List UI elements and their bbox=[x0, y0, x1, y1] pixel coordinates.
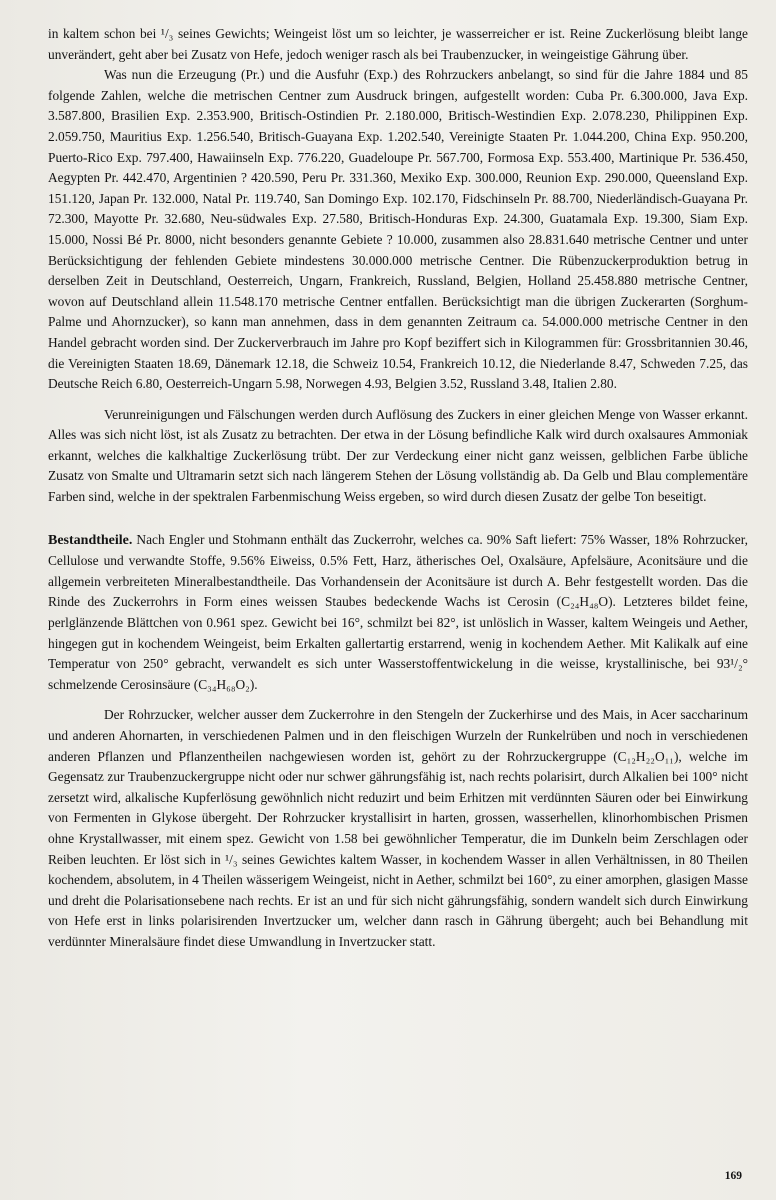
constituents-text: Nach Engler und Stohmann enthält das Zuckerrohr, welches ca. 90% Saft liefert: 75% Wasser, 18% Rohrzucker, Cellulose und verwandte Stoffe, 9.56% Eiweiss, 0.5% Fett, Harz, ätherisches Oel, Oxalsäure, Apfelsäure, Aconitsäure und die allgemein verbreiteten Mineralbestandtheile. Das Vorhandensein der Aconitsäure ist durch A. Behr festgestellt worden. Das die Rinde des Zuckerrohrs in Form eines weissen Staubes bedeckende Wachs ist Cerosin (C₂₄H₄₈O). Letzteres bildet feine, perlglänzende Blättchen von 0.961 spez. Gewicht bei 16°, schmilzt bei 82°, ist unlöslich in Wasser, kaltem Weingeis und Aether, hingegen gut in kochendem Weingeist, beim Erkalten gallertartig erstarrend, wenig in kochendem Aether. Mit Kalikalk auf eine Temperatur von 250° gebracht, verwandelt es sich unter Wasserstoffentwickelung in die weisse, krystallinische, bei 93¹/₂° schmelzende Cerosinsäure (C₃₄H₆₈O₂). bbox=[48, 531, 748, 692]
page-number: 169 bbox=[724, 1170, 742, 1182]
paragraph-production-statistics: Was nun die Erzeugung (Pr.) und die Ausfuhr (Exp.) des Rohrzuckers anbelangt, so sind für die Jahre 1884 und 85 folgende Zahlen, welche die metrischen Centner zum Ausdruck bringen, aufgestellt worden: Cuba Pr. 6.300.000, Java Exp. 3.587.800, Brasilien Exp. 2.353.900, Britisch-Ostindien Pr. 2.180.000, Britisch-Westindien Exp. 2.078.230, Philippinen Exp. 2.059.750, Mauritius Exp. 1.256.540, Britisch-Guayana Exp. 1.202.540, Vereinigte Staaten Pr. 1.044.200, China Exp. 950.200, Puerto-Rico Exp. 797.400, Hawaiinseln Exp. 776.220, Guadeloupe Pr. 567.700, Formosa Exp. 553.400, Martinique Pr. 536.450, Aegypten Pr. 442.470, Argentinien ? 420.590, Peru Pr. 331.360, Mexiko Exp. 300.000, Reunion Exp. 290.000, Queensland Exp. 151.120, Japan Pr. 132.000, Natal Pr. 119.740, San Domingo Exp. 102.170, Fidschinseln Pr. 88.700, Niederländisch-Guayana Pr. 72.300, Mayotte Pr. 32.680, Neu-südwales Exp. 27.580, Britisch-Honduras Exp. 24.300, Guatamala Exp. 19.300, Siam Exp. 15.000, Nossi Bé Pr. 8000, nicht besonders genannte Gebiete ? 10.000, zusammen also 28.831.640 metrische Centner und unter Berücksichtigung der fehlenden Gebiete mindestens 30.000.000 metrische Centner. Die Rübenzuckerproduktion betrug in derselben Zeit in Deutschland, Oesterreich, Ungarn, Frankreich, Russland, Belgien, Holland 25.458.880 metrische Centner, wovon auf Deutschland allein 11.548.170 metrische Centner entfallen. Berücksichtigt man die übrigen Zuckerarten (Sorghum-Palme und Ahornzucker), so kann man annehmen, dass in dem genannten Zeitraum ca. 54.000.000 metrische Centner in den Handel gebracht worden sind. Der Zuckerverbrauch im Jahre pro Kopf beziffert sich in Kilogrammen für: Grossbritannien 30.46, die Vereinigten Staaten 18.69, Dänemark 12.18, die Schweiz 10.54, Frankreich 10.12, die Niederlande 8.47, Schweden 7.25, das Deutsche Reich 6.80, Oesterreich-Ungarn 5.98, Norwegen 4.93, Belgien 3.52, Russland 3.48, Italien 2.80. bbox=[48, 67, 748, 392]
paragraph-cane-sugar: Der Rohrzucker, welcher ausser dem Zuckerrohre in den Stengeln der Zuckerhirse und des Mais, in Acer saccharinum und anderen Ahornarten, in verschiedenen Palmen und in den fleischigen Wurzeln der Runkelrüben und noch in verschiedenen anderen Pflanzen und Pflanzentheilen nachgewiesen worden ist, gehört zu der Rohrzuckergruppe (C₁₂H₂₂O₁₁), welche im Gegensatz zur Traubenzuckergruppe nicht oder nur schwer gährungsfähig ist, nach rechts polarisirt, durch Alkalien bei 100° nicht zersetzt wird, alkalische Kupferlösung gewöhnlich nicht reduzirt und beim Erhitzen mit verdünnten Säuren oder bei Einwirkung von Fermenten in Glykose übergeht. Der Rohrzucker krystallisirt in harten, grossen, wasserhellen, klinorhombischen Prismen ohne Krystallwasser, mit einem spez. Gewicht von 1.58 bei gewöhnlicher Temperatur, die im Dunkeln beim Zerschlagen oder Reiben leuchten. Er löst sich in ¹/₃ seines Gewichtes kaltem Wasser, in kochendem Wasser in allen Verhältnissen, in 80 Theilen kochendem, absolutem, in 4 Theilen wässerigem Weingeist, nicht in Aether, schmilzt bei 160°, zu einer amorphen, glasigen Masse und dreht die Polarisationsebene nach rechts. Er ist an und für sich nicht gährungsfähig, sondern wandelt sich durch Einwirkung von Hefe erst in links polarisirenden Invertzucker um, welcher dann rasch in Gährung übergeht; auch bei Behandlung mit verdünnter Mineralsäure findet diese Umwandlung in Invertzucker statt. bbox=[48, 707, 748, 949]
paragraph-constituents bbox=[48, 530, 748, 696]
section-heading: Bestandtheile. bbox=[48, 532, 133, 548]
paragraph-adulterations: Verunreinigungen und Fälschungen werden durch Auflösung des Zuckers in einer gleichen Menge von Wasser erkannt. Alles was sich nicht löst, ist als Zusatz zu betrachten. Der etwa in der Lösung befindliche Kalk wird durch oxalsaures Ammoniak erkannt, welches die kalkhaltige Zuckerlösung trübt. Der zur Verdeckung einer nicht ganz weissen, gelblichen Farbe übliche Zusatz von Smalte und Ultramarin setzt sich nach längerem Stehen der Lösung vollständig ab. Da Gelb und Blau complementäre Farben sind, welche in der spektralen Farbenmischung Weiss ergeben, so wird durch diesen Zusatz der gelbe Ton beseitigt. bbox=[48, 406, 748, 505]
paragraph-solubility: in kaltem schon bei ¹/₃ seines Gewichts; Weingeist löst um so leichter, je wasserreicher er ist. Reine Zuckerlösung bleibt lange unverändert, geht aber bei Zusatz von Hefe, jedoch weniger rasch als bei Traubenzucker, in weingeistige Gährung über. bbox=[48, 26, 748, 62]
body-text bbox=[48, 24, 748, 953]
